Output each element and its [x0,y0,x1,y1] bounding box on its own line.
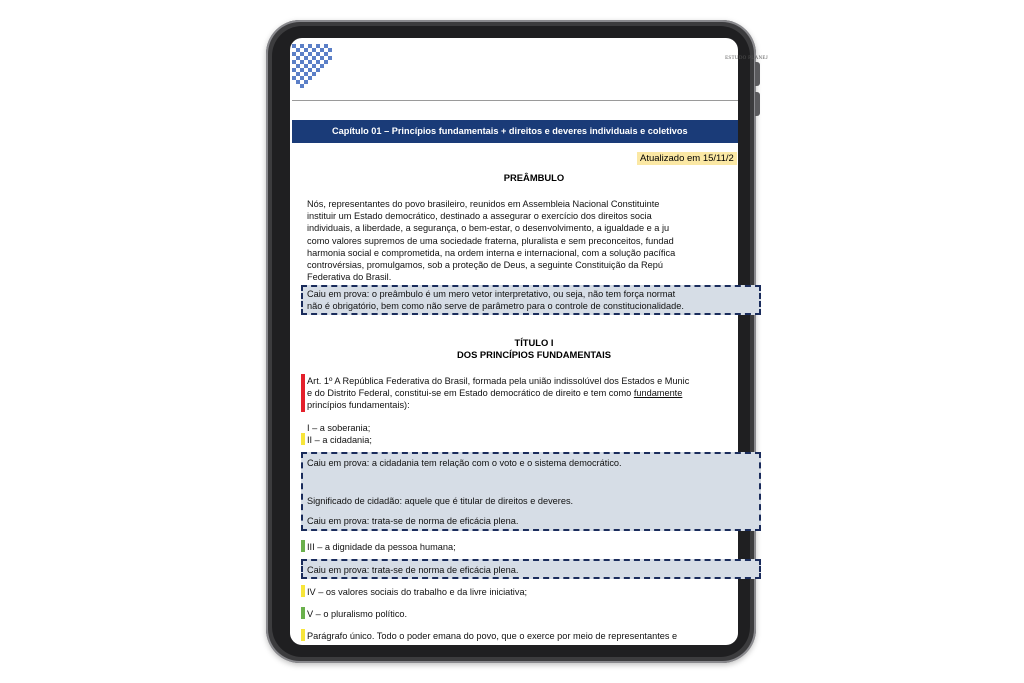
inciso-iii: III – a dignidade da pessoa humana; [307,542,456,552]
note-line: Caiu em prova: trata-se de norma de eficácia plena. [307,516,519,527]
updated-badge: Atualizado em 15/11/2 [637,152,737,165]
green-highlight-mark [301,607,305,619]
inciso-ii: II – a cidadania; [307,435,372,445]
green-highlight-mark [301,540,305,552]
text-line: Art. 1º A República Federativa do Brasil, formada pela união indissolúvel dos Estados e Munic [307,376,690,386]
inciso-v: V – o pluralismo político. [307,609,408,619]
text-line: Federativa do Brasil. [307,272,392,283]
header-divider [292,100,738,101]
art1-text [307,375,747,412]
underlined-text: fundamente [633,388,683,399]
note-line: Caiu em prova: trata-se de norma de eficácia plena. [307,565,519,575]
titulo-subheading: DOS PRINCÍPIOS FUNDAMENTAIS [457,349,611,360]
chapter-title-bar: Capítulo 01 – Princípios fundamentais + direitos e deveres individuais e coletivos [292,120,738,143]
text-line: instituir um Estado democrático, destinado a assegurar o exercício dos direitos socia [307,211,652,222]
note-box-preambulo [301,285,761,315]
yellow-highlight-mark [301,629,305,641]
document-screen[interactable] [290,38,768,645]
logo-icon [292,44,334,88]
tablet-side-button [755,62,760,86]
text-line [307,387,747,399]
text-line: controvérsias, promulgamos, sob a proteção de Deus, a seguinte Constituição da Repú [307,260,663,271]
red-highlight-mark [301,374,305,412]
inciso-iv: IV – os valores sociais do trabalho e da livre iniciativa; [307,587,528,597]
note-line: Caiu em prova: o preâmbulo é um mero vetor interpretativo, ou seja, não tem força normat [307,289,676,299]
note-line: Caiu em prova: a cidadania tem relação com o voto e o sistema democrático. [307,458,622,468]
tablet-side-button [755,92,760,116]
inciso-i: I – a soberania; [307,423,371,433]
paragrafo-unico: Parágrafo único. Todo o poder emana do povo, que o exerce por meio de representantes e [307,631,678,641]
titulo-heading: TÍTULO I [514,337,554,348]
preambulo-title: PREÂMBULO [503,172,565,183]
text-fragment: e do Distrito Federal, constitui-se em Estado democrático de direito e tem como [307,388,634,399]
text-line: como valores supremos de uma sociedade fraterna, pluralista e sem preconceitos, fundad [307,235,674,246]
text-line: individuais, a liberdade, a segurança, o bem-estar, o desenvolvimento, a igualdade e a ju [307,223,670,234]
note-line: não é obrigatório, bem como não serve de parâmetro para o controle de constitucionalidade. [307,301,684,312]
header-text: ESTUDO PLANEJ [725,56,768,61]
note-box-cidadania [301,452,761,531]
text-line: princípios fundamentais): [307,400,410,411]
yellow-highlight-mark [301,433,305,445]
text-line: harmonia social e comprometida, na ordem interna e internacional, com a solução pacífica [307,247,676,258]
yellow-highlight-mark [301,585,305,597]
text-line: Nós, representantes do povo brasileiro, reunidos em Assembleia Nacional Constituinte [307,199,660,209]
preambulo-text [307,198,747,283]
note-box-dignidade [301,559,761,579]
note-line: Significado de cidadão: aquele que é titular de direitos e deveres. [307,496,574,507]
